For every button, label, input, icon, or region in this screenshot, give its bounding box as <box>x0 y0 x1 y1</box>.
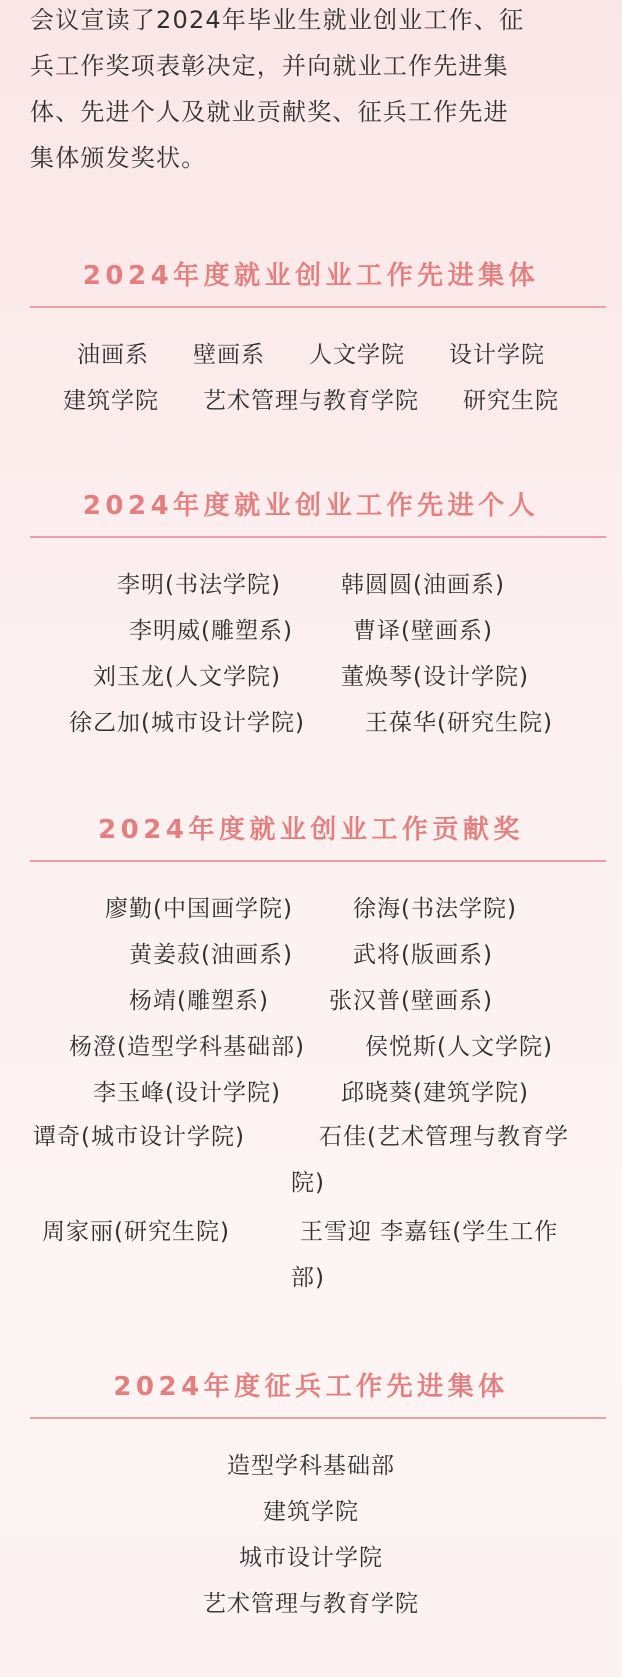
list-item: 杨澄(造型学科基础部) <box>69 1033 305 1060</box>
list-item: 壁画系 <box>193 341 265 368</box>
list-item: 徐乙加(城市设计学院) <box>69 709 305 736</box>
collective-list <box>0 329 622 421</box>
list-item: 建筑学院 <box>63 387 159 414</box>
list-row <box>0 1067 622 1113</box>
list-row <box>0 929 622 975</box>
list-item: 廖勤(中国画学院) <box>105 895 293 922</box>
section-contribution <box>0 810 622 850</box>
list-item: 周家丽(研究生院) <box>42 1219 230 1245</box>
list-item: 徐海(书法学院) <box>353 895 517 922</box>
intro-line: 会议宣读了2024年毕业生就业创业工作、征 <box>30 6 525 34</box>
list-item: 设计学院 <box>449 341 545 368</box>
list-row <box>0 697 622 743</box>
list-item: 城市设计学院 <box>239 1544 383 1571</box>
intro-line: 体、先进个人及就业贡献奖、征兵工作先进 <box>30 98 509 126</box>
section-collective <box>0 256 622 296</box>
list-row <box>0 559 622 605</box>
list-item: 李明(书法学院) <box>117 571 281 598</box>
section-title: 2024年度征兵工作先进集体 <box>113 1372 509 1402</box>
list-item: 侯悦斯(人文学院) <box>365 1033 553 1060</box>
section-title: 2024年度就业创业工作贡献奖 <box>98 815 524 845</box>
intro-line: 集体颁发奖状。 <box>30 144 207 172</box>
list-item: 刘玉龙(人文学院) <box>93 663 281 690</box>
list-item: 邱晓葵(建筑学院) <box>341 1079 529 1106</box>
list-row <box>0 605 622 651</box>
list-item-continued: 部) <box>291 1265 325 1291</box>
list-item: 研究生院 <box>463 387 559 414</box>
list-item: 艺术管理与教育学院 <box>203 1590 419 1617</box>
divider <box>30 536 606 538</box>
intro-paragraph <box>30 0 610 181</box>
list-item: 曹译(壁画系) <box>353 617 493 644</box>
list-item: 石佳(艺术管理与教育学 <box>319 1124 569 1150</box>
military-list <box>0 1440 622 1624</box>
list-item: 武将(版画系) <box>353 941 493 968</box>
list-item-continued: 院) <box>291 1170 325 1196</box>
list-item: 李明威(雕塑系) <box>129 617 293 644</box>
list-item: 董焕琴(设计学院) <box>341 663 529 690</box>
list-row <box>0 329 622 375</box>
section-military <box>0 1367 622 1407</box>
list-row <box>0 1532 622 1578</box>
intro-line: 兵工作奖项表彰决定，并向就业工作先进集 <box>30 52 509 80</box>
list-item: 造型学科基础部 <box>227 1452 395 1479</box>
divider <box>30 860 606 862</box>
list-item: 杨靖(雕塑系) <box>129 987 269 1014</box>
list-row <box>0 883 622 929</box>
list-item: 油画系 <box>77 341 149 368</box>
list-row <box>0 975 622 1021</box>
list-row <box>0 1578 622 1624</box>
section-title: 2024年度就业创业工作先进集体 <box>82 261 540 291</box>
individual-list <box>0 559 622 743</box>
list-item: 艺术管理与教育学院 <box>203 387 419 414</box>
list-item: 王雪迎 李嘉钰(学生工作 <box>300 1219 559 1245</box>
section-individual <box>0 486 622 526</box>
list-item: 谭奇(城市设计学院) <box>33 1124 245 1150</box>
list-item: 王葆华(研究生院) <box>365 709 553 736</box>
divider <box>30 306 606 308</box>
list-row <box>0 375 622 421</box>
list-item: 黄姜菽(油画系) <box>129 941 293 968</box>
list-item: 李玉峰(设计学院) <box>93 1079 281 1106</box>
contribution-list <box>0 883 622 1113</box>
list-item: 人文学院 <box>309 341 405 368</box>
list-item: 张汉普(壁画系) <box>329 987 493 1014</box>
list-item: 建筑学院 <box>263 1498 359 1525</box>
list-row <box>0 1440 622 1486</box>
list-row <box>0 1486 622 1532</box>
divider <box>30 1417 606 1419</box>
list-row <box>0 651 622 697</box>
list-item: 韩圆圆(油画系) <box>341 571 505 598</box>
section-title: 2024年度就业创业工作先进个人 <box>82 491 540 521</box>
list-row <box>0 1021 622 1067</box>
